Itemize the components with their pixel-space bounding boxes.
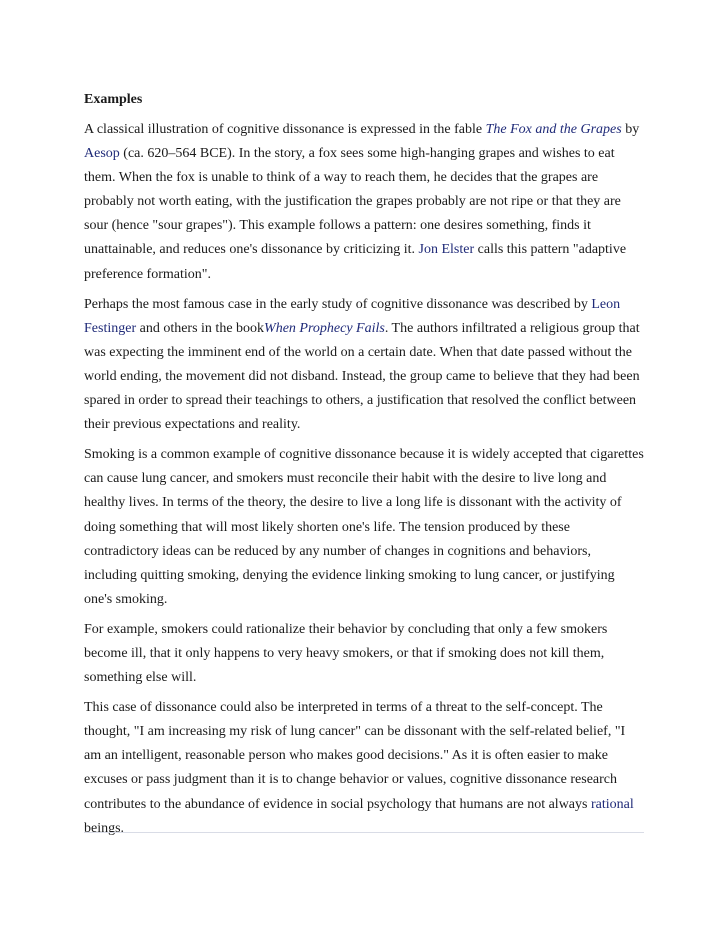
p5-text-2: beings.: [84, 820, 125, 836]
link-jon-elster[interactable]: Jon Elster: [418, 242, 475, 258]
paragraph-festinger: [84, 293, 644, 438]
p2-text-3: . The authors infiltrated a religious group that was expecting the imminent end of the world on a certain date. When that date passed without the world ending, the movement did not disband. Instead, the group came to believe that they had been spared in order to spread their teachings to others, a justification that resolved the conflict between their previous expectations and reality.: [84, 320, 640, 433]
link-fox-and-the-grapes[interactable]: The Fox and the Grapes: [485, 122, 622, 137]
link-rational[interactable]: rational: [590, 796, 634, 812]
p1-text-1: A classical illustration of cognitive dissonance is expressed in the fable: [84, 122, 486, 137]
link-when-prophecy-fails[interactable]: When Prophecy Fails: [264, 320, 385, 336]
p2-text-2: and others in the book: [136, 320, 265, 336]
footer-divider: [84, 832, 644, 833]
paragraph-smoking: Smoking is a common example of cognitive dissonance because it is widely accepted that cigarettes can cause lung cancer, and smokers must reconcile their habit with the desire to live long and healthy lives. In terms of the theory, the desire to live a long life is dissonant with the activity of doing something that will most likely shorten one's life. The tension produced by these contradictory ideas can be reduced by any number of changes in cognitions and behaviors, including quitting smoking, denying the evidence linking smoking to lung cancer, or justifying one's smoking.: [84, 447, 644, 607]
p1-text-4: calls this pattern "adaptive preference formation".: [84, 242, 627, 282]
section-heading: Examples: [84, 92, 143, 107]
link-leon-festinger[interactable]: Leon Festinger: [84, 296, 621, 336]
p5-text-1: This case of dissonance could also be interpreted in terms of a threat to the self-concept. The thought, "I am increasing my risk of lung cancer" can be dissonant with the self-related belief, "I am an intelligent, reasonable person who makes good decisions." As it is often easier to make excuses or pass judgment than it is to change behavior or values, cognitive dissonance research contributes to the abundance of evidence in social psychology that humans are not always: [84, 700, 626, 812]
document-page: [84, 88, 644, 847]
p1-text-3: (ca. 620–564 BCE). In the story, a fox sees some high-hanging grapes and wishes to eat them. When the fox is unable to think of a way to reach them, he decides that the grapes are probably not worth eating, with the justification the grapes probably are not ripe or that they are sour (hence "sour grapes"). This example follows a pattern: one desires something, finds it unattainable, and reduces one's dissonance by criticizing it.: [84, 146, 621, 258]
paragraph-smokers-rationalize: For example, smokers could rationalize their behavior by concluding that only a few smokers become ill, that it only happens to very heavy smokers, or that if smoking does not kill them, something else will.: [84, 621, 608, 686]
link-aesop[interactable]: Aesop: [84, 146, 120, 162]
p2-text-1: Perhaps the most famous case in the early study of cognitive dissonance was described by: [84, 296, 592, 312]
p1-text-2: by: [621, 122, 640, 137]
paragraph-self-concept: [84, 696, 644, 841]
paragraph-fox-and-grapes: [84, 118, 644, 287]
